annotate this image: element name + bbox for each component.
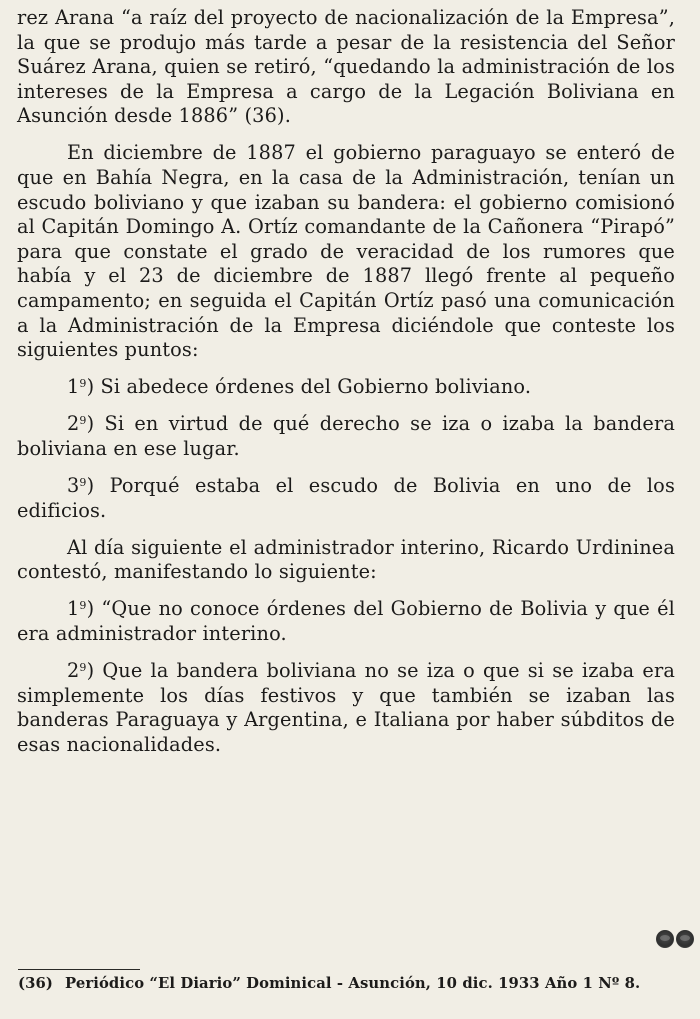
item-text: ) Porqué estaba el escudo de Bolivia en uno de los edificios. (17, 474, 675, 522)
footnote (18, 974, 678, 994)
paragraph-reply (17, 536, 675, 585)
body-text (17, 6, 675, 758)
item-text: ) Si abedece órdenes del Gobierno boliviano. (86, 375, 532, 399)
ordinal-mark: 9 (79, 599, 87, 613)
paragraph-continuation (17, 6, 675, 129)
footnote-divider (18, 969, 140, 970)
item-number: 2 (67, 659, 80, 683)
item-text: ) Si en virtud de qué derecho se iza o izaba la bandera boliviana en ese lugar. (17, 412, 675, 460)
page-corner-marks (656, 930, 696, 950)
paragraph-text: rez Arana “a raíz del proyecto de nacionalización de la Empresa”, la que se produjo más tarde a pesar de la resistencia del Señor Suárez Arana, quien se retiró, “quedando la administración de los intereses de la Empresa a cargo de la Legación Boliviana en Asunción desde 1886” (36). (17, 6, 675, 128)
list-item-reply-1 (17, 597, 675, 646)
footnote-text: Periódico “El Diario” Dominical - Asunción, 10 dic. 1933 Año 1 Nº 8. (65, 975, 641, 992)
item-number: 1 (67, 375, 80, 399)
paragraph-bahia-negra (17, 141, 675, 362)
list-item-point-1 (17, 375, 675, 400)
paragraph-text: Al día siguiente el administrador interino, Ricardo Urdininea contestó, manifestando lo siguiente: (17, 535, 675, 584)
ordinal-mark: 9 (79, 377, 87, 391)
circle-mark-icon (676, 930, 694, 948)
list-item-reply-2 (17, 659, 675, 757)
list-item-point-3 (17, 474, 675, 523)
ordinal-mark: 9 (79, 414, 87, 428)
item-text: ) Que la bandera boliviana no se iza o que si se izaba era simplemente los días festivos y que también se izaban las banderas Paraguaya y Argentina, e Italiana por haber súbditos de esas nacionalidades. (17, 659, 675, 756)
ordinal-mark: 9 (79, 476, 87, 490)
paragraph-text: En diciembre de 1887 el gobierno paraguayo se enteró de que en Bahía Negra, en la casa de la Administración, tenían un escudo boliviano y que izaban su bandera: el gobierno comisionó al Capitán Domingo A. Ortíz comandante de la Cañonera “Pirapó” para que constate el grado de veracidad de los rumores que había y el 23 de diciembre de 1887 llegó frente al pequeño campamento; en seguida el Capitán Ortíz pasó una comunicación a la Administración de la Empresa diciéndole que conteste los siguientes puntos: (17, 141, 675, 362)
circle-mark-icon (656, 930, 674, 948)
item-number: 3 (67, 474, 80, 498)
footnote-number: (36) (18, 975, 53, 992)
list-item-point-2 (17, 412, 675, 461)
item-number: 1 (67, 597, 80, 621)
item-number: 2 (67, 412, 80, 436)
ordinal-mark: 9 (79, 661, 87, 675)
item-text: ) “Que no conoce órdenes del Gobierno de Bolivia y que él era administrador interino. (17, 597, 675, 646)
